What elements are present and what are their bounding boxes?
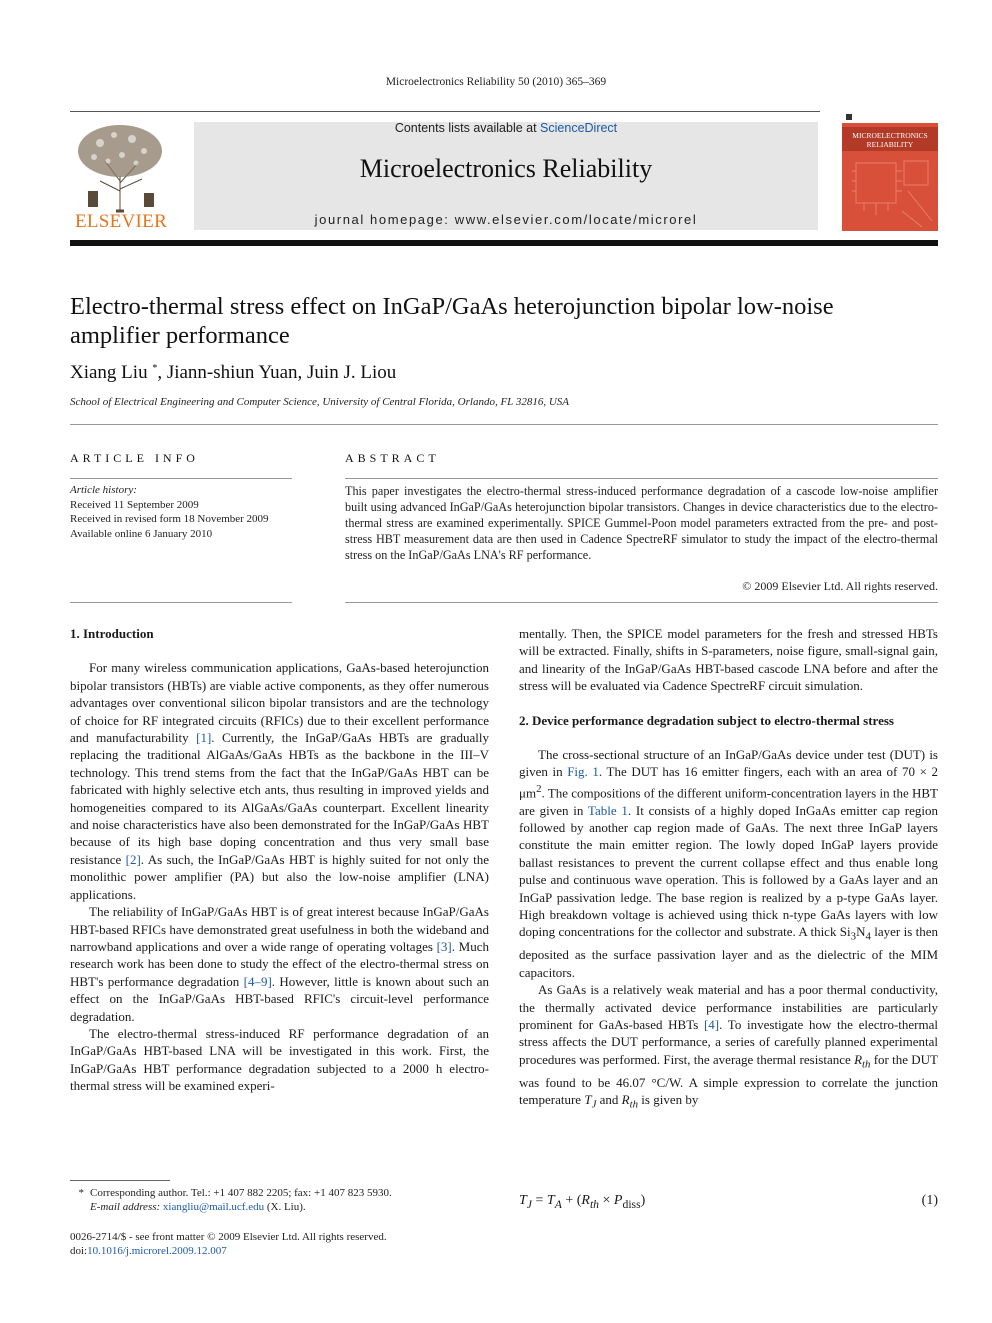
math-var: R bbox=[621, 1092, 630, 1108]
figure-1-link[interactable]: Fig. 1 bbox=[567, 764, 599, 780]
footnote-rule bbox=[70, 1180, 170, 1181]
history-revised: Received in revised form 18 November 2009 bbox=[70, 513, 269, 525]
section-2-heading: 2. Device performance degradation subject to electro-thermal stress bbox=[519, 712, 894, 728]
masthead-thick-rule bbox=[70, 240, 938, 246]
abstract-rule-top bbox=[345, 478, 938, 479]
math-op: + ( bbox=[561, 1193, 582, 1208]
text-run: The cross-sectional structure of an InGaP/GaAs device under test (DUT) is given in bbox=[519, 747, 938, 780]
section-2-paragraph-1 bbox=[519, 746, 938, 981]
doi-link[interactable]: 10.1016/j.microrel.2009.12.007 bbox=[87, 1245, 227, 1257]
sciencedirect-link[interactable]: ScienceDirect bbox=[540, 121, 618, 135]
section-2-paragraph-2 bbox=[519, 981, 938, 1114]
math-var: R bbox=[854, 1051, 863, 1067]
section-1-paragraph-3-continued: mentally. Then, the SPICE model parameters for the fresh and stressed HBTs will be extracted. Finally, shifts in S-parameters, noise figure, small-signal gain, and linearity of the InGaP/GaAs HBT-based cascode LNA before and after the stress will be evaluated via Cadence SpectreRF circuit simulation. bbox=[519, 626, 938, 694]
corresponding-author-footnote bbox=[70, 1186, 392, 1214]
footnote-mark: * bbox=[78, 1187, 84, 1199]
equation-1 bbox=[519, 1193, 938, 1211]
text-run: . It consists of a highly doped InGaAs emitter cap region followed by another cap region made of GaAs. The next three InGaP layers constitute the main emitter region. The lowly doped InGaP layers provide ballast resistances to prevent the current collapse effect and thus enable long pulse and continuous wave operation. This is followed by a GaAs layer and an InGaP passivation ledge. The base region is realized by a p-type GaAs layer. High breakdown voltage is achieved using thick n-type GaAs layers with low doping concentrations for the collector and substrate. A thick Si bbox=[519, 802, 938, 940]
text-run: . The DUT has 16 emitter fingers, each with an area of 70 × 2 μm bbox=[519, 764, 939, 801]
section-1-heading: 1. Introduction bbox=[70, 626, 154, 641]
history-online: Available online 6 January 2010 bbox=[70, 527, 213, 540]
subscript: 4 bbox=[865, 931, 871, 944]
journal-homepage[interactable]: journal homepage: www.elsevier.com/locate/microrel bbox=[314, 212, 698, 227]
superscript: 2 bbox=[536, 782, 542, 795]
contents-prefix: Contents lists available at bbox=[394, 121, 541, 135]
title-rule bbox=[70, 424, 938, 425]
footnote-contact: Corresponding author. Tel.: +1 407 882 2205; fax: +1 407 823 5930. bbox=[90, 1187, 392, 1199]
article-info-rule-top bbox=[70, 478, 292, 479]
text-run: N bbox=[856, 924, 866, 940]
paper-title-line1: Electro-thermal stress effect on InGaP/GaAs heterojunction bipolar low-noise bbox=[70, 293, 834, 320]
front-matter-line: 0026-2714/$ - see front matter © 2009 Elsevier Ltd. All rights reserved. bbox=[70, 1231, 387, 1243]
text-run: . As such, the InGaP/GaAs HBT is highly suited for not only the monolithic power amplifier (PA) but also the low-noise amplifier (LNA) applications. bbox=[70, 851, 489, 902]
cover-title-line1: MICROELECTRONICS bbox=[852, 131, 928, 140]
header-rule bbox=[70, 111, 820, 112]
text-run: layer is then deposited as the surface passivation layer and as the dielectric of the MIM capacitors. bbox=[519, 924, 938, 980]
citation-4b[interactable]: [4] bbox=[703, 1017, 720, 1033]
math-sub: J bbox=[591, 1098, 597, 1111]
history-label: Article history: bbox=[70, 484, 137, 496]
text-run: . To investigate how the electro-thermal stress affects the DUT performance, a series of carefully planned experimental procedures was performed. First, the average thermal resistance bbox=[519, 1017, 938, 1067]
section-1-paragraph-2 bbox=[70, 903, 489, 1025]
citation-2[interactable]: [2] bbox=[125, 851, 141, 867]
text-run: . The compositions of the different uniform-concentration layers in the HBT are given in bbox=[519, 785, 938, 818]
elsevier-wordmark: ELSEVIER bbox=[74, 211, 168, 232]
text-run: is given by bbox=[638, 1092, 699, 1108]
text-run: The reliability of InGaP/GaAs HBT is of great interest because InGaP/GaAs HBT-based RFICs have demonstrated great usefulness in both the wideband and narrowband applications and over a wide range of operating voltages bbox=[70, 904, 489, 954]
text-run: For many wireless communication applications, GaAs-based heterojunction bipolar transistors (HBTs) are viable active components, as they offer numerous advantages over conventional silicon bipolar transistors and are the technology of choice for RF integrated circuits (RFICs) due to their excellent performance and manufacturability bbox=[70, 660, 489, 746]
right-column bbox=[519, 625, 938, 1114]
math-op: = bbox=[531, 1193, 547, 1208]
subscript: 3 bbox=[850, 931, 857, 944]
paper-title bbox=[70, 292, 930, 350]
table-1-link[interactable]: Table 1 bbox=[587, 802, 628, 818]
math-var: T bbox=[584, 1092, 592, 1108]
abstract-copyright: © 2009 Elsevier Ltd. All rights reserved. bbox=[742, 579, 938, 593]
abstract-heading: ABSTRACT bbox=[345, 451, 440, 465]
abstract-rule-bottom bbox=[345, 602, 938, 603]
math-sub: A bbox=[554, 1197, 562, 1211]
cover-image bbox=[842, 111, 938, 231]
section-1-paragraph-1 bbox=[70, 659, 489, 903]
text-run: . However, little is known about such an effect on the InGaP/GaAs HBT-based RFIC's circuit-level performance degradation. bbox=[70, 973, 489, 1024]
citation-1[interactable]: [1] bbox=[196, 730, 212, 746]
text-run: for the DUT was found to be 46.07 °C/W. A simple expression to correlate the junction temperature bbox=[519, 1051, 938, 1108]
tree-icon bbox=[70, 121, 172, 213]
text-run: As GaAs is a relatively weak material and has a poor thermal conductivity, the thermally activated device performance instabilities are particularly prominent for GaAs-based HBTs bbox=[519, 982, 938, 1033]
abstract-text: This paper investigates the electro-thermal stress-induced performance degradation of a cascode low-noise amplifier built using advanced InGaP/GaAs heterojunction bipolar transistors. Changes in device characteristics due to the electro-thermal stress are examined experimentally. SPICE Gummel-Poon model parameters extracted from the pre- and post-stress HBT measurement data are then used in Cadence SpectreRF simulator to study the impact of the electro-thermal stress on the InGaP/GaAs LNA's RF performance. bbox=[345, 484, 938, 562]
math-var: T bbox=[546, 1193, 555, 1208]
paper-title-line2: amplifier performance bbox=[70, 322, 290, 349]
contents-line bbox=[194, 121, 818, 135]
citation-4-9[interactable]: [4–9] bbox=[243, 973, 272, 989]
author-email-link[interactable]: xiangliu@mail.ucf.edu bbox=[162, 1201, 265, 1213]
affiliation: School of Electrical Engineering and Computer Science, University of Central Florida, Orlando, FL 32816, USA bbox=[70, 396, 570, 408]
math-var: R bbox=[581, 1193, 590, 1208]
issn-block bbox=[70, 1230, 387, 1258]
article-history bbox=[70, 483, 269, 541]
journal-title: Microelectronics Reliability bbox=[359, 154, 653, 183]
section-1-paragraph-3: The electro-thermal stress-induced RF performance degradation of an InGaP/GaAs HBT-based LNA will be investigated in this work. First, the InGaP/GaAs HBT performance degradation subjected to a 2000 h electro-thermal stress will be examined experi- bbox=[70, 1025, 489, 1094]
citation-3[interactable]: [3] bbox=[436, 938, 452, 954]
corresponding-author-mark[interactable]: * bbox=[152, 363, 158, 374]
article-info-heading: ARTICLE INFO bbox=[70, 451, 199, 465]
article-info-rule-bottom bbox=[70, 602, 292, 603]
text-run: and bbox=[596, 1092, 622, 1108]
journal-reference: Microelectronics Reliability 50 (2010) 365–369 bbox=[385, 76, 607, 88]
cover-title-line2: RELIABILITY bbox=[866, 140, 914, 149]
math-sub: th bbox=[862, 1058, 871, 1071]
math-sub: th bbox=[629, 1098, 639, 1111]
math-var: T bbox=[519, 1193, 527, 1208]
author-1[interactable]: Xiang Liu bbox=[70, 362, 148, 383]
math-op: ) bbox=[640, 1193, 646, 1208]
math-sub: diss bbox=[622, 1197, 641, 1211]
math-sub: th bbox=[589, 1197, 600, 1211]
journal-cover-thumbnail[interactable] bbox=[842, 111, 938, 231]
math-var: P bbox=[613, 1193, 623, 1208]
text-run: . Currently, the InGaP/GaAs HBTs are gradually replacing the traditional AlGaAs/GaAs HBTs as the backbone in the III–V technology. This trend stems from the fact that the InGaP/GaAs HBT can be fabricated with highly selective etch ants, thus resulting in improved yields and homogeneities compared to its AlGaAs/GaAs counterpart. Excellent linearity and noise characteristics have also been demonstrated for the InGaP/GaAs HBT because of its high base doping concentration and thus very small base resistance bbox=[70, 730, 489, 867]
text-run: . Much research work has been done to study the effect of the electro-thermal stress on HBT's performance degradation bbox=[70, 938, 489, 989]
history-received: Received 11 September 2009 bbox=[70, 498, 199, 511]
math-op: × bbox=[599, 1193, 614, 1208]
author-list bbox=[70, 362, 396, 384]
email-label: E-mail address: bbox=[90, 1201, 163, 1213]
equation-1-number: (1) bbox=[921, 1193, 938, 1208]
doi-label: doi: bbox=[70, 1245, 88, 1257]
other-authors: , Jiann-shiun Yuan, Juin J. Liou bbox=[157, 362, 397, 383]
math-sub: J bbox=[526, 1197, 532, 1211]
email-suffix: (X. Liu). bbox=[264, 1201, 306, 1213]
left-column bbox=[70, 625, 489, 1095]
